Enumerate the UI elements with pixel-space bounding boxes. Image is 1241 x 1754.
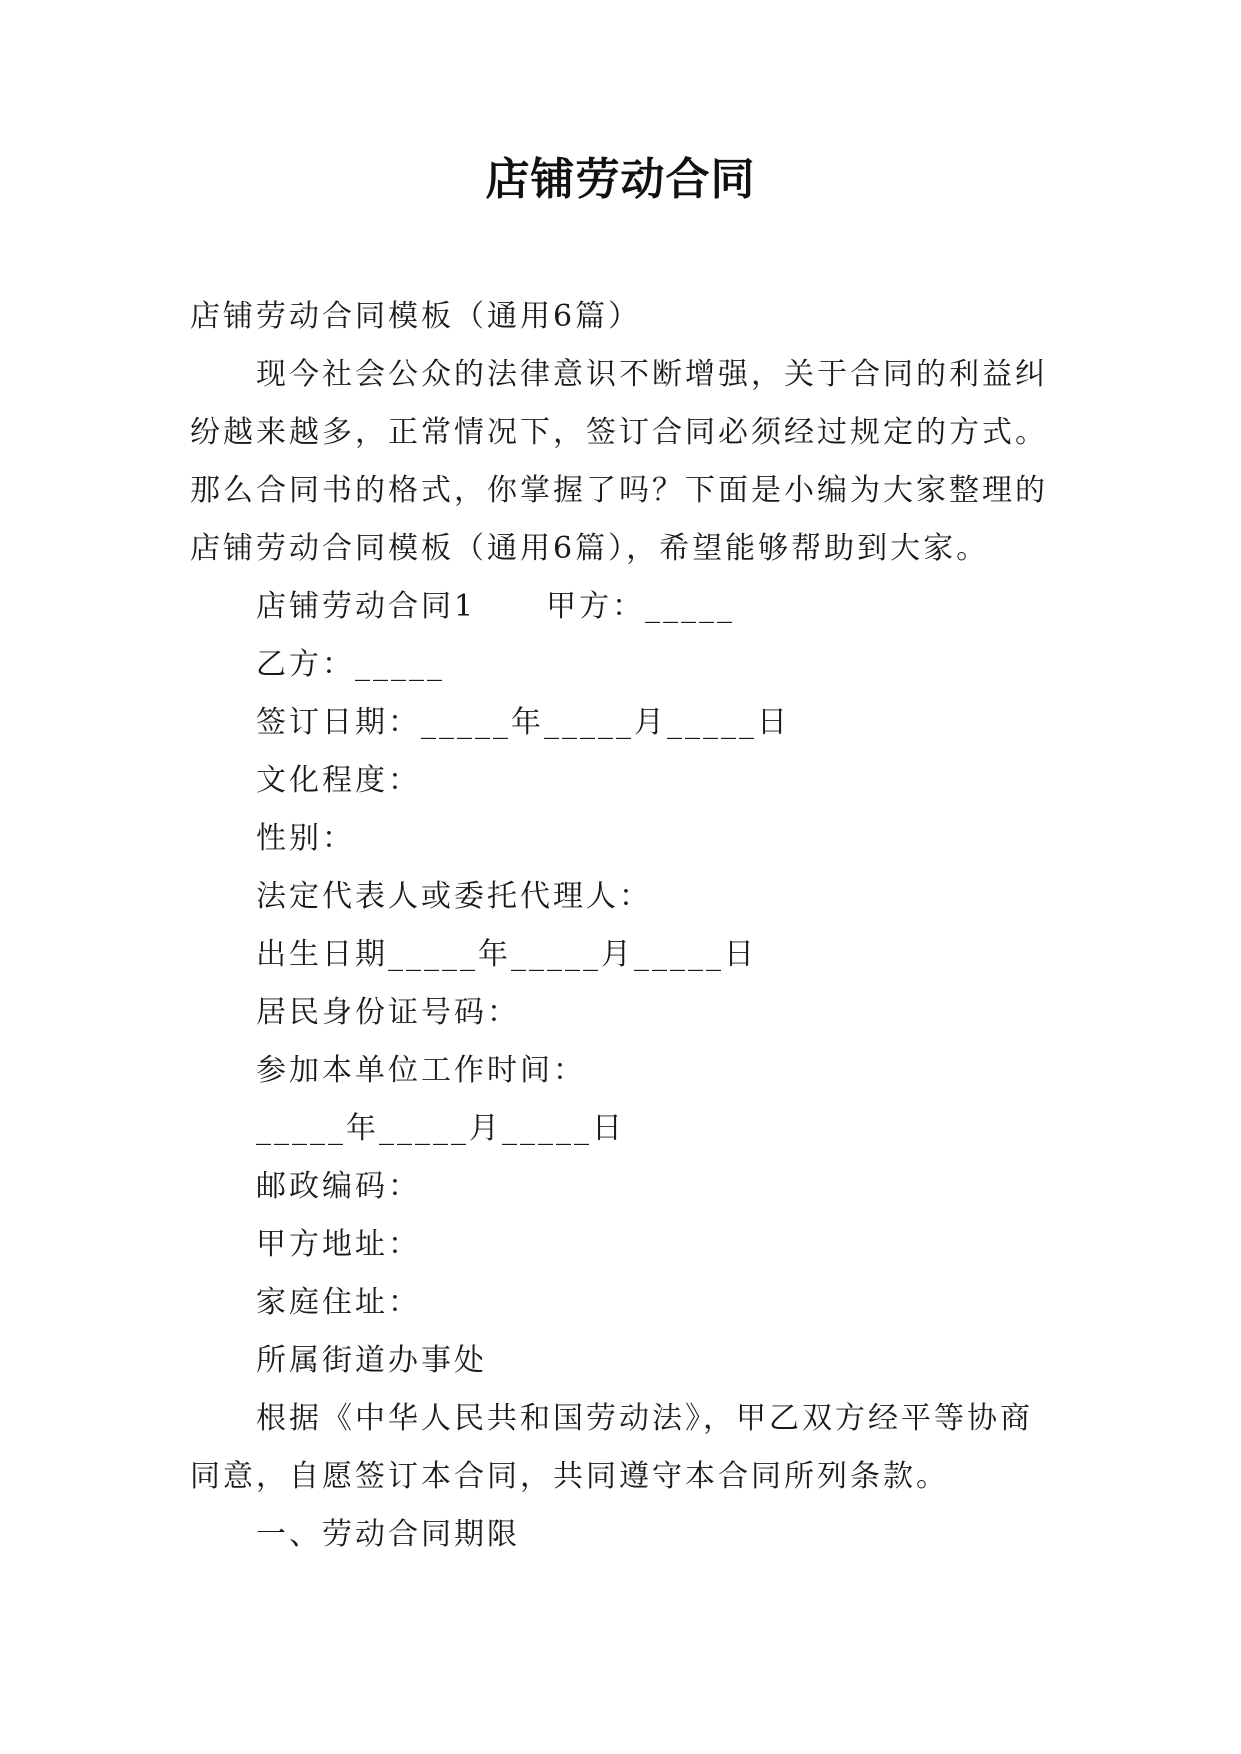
representative-field: 法定代表人或委托代理人： (256, 879, 652, 914)
contract-heading-line (190, 578, 1070, 636)
start-work-date-field: _____年_____月_____日 (256, 1111, 625, 1146)
contract-heading: 店铺劳动合同1 (256, 589, 477, 624)
gender-field: 性别： (256, 821, 355, 856)
id-number-field: 居民身份证号码： (256, 995, 520, 1030)
home-address-field: 家庭住址： (256, 1285, 421, 1320)
start-work-field: 参加本单位工作时间： (256, 1053, 586, 1088)
party-b-field: 乙方：_____ (256, 647, 445, 682)
subdistrict-office-field: 所属街道办事处 (256, 1343, 487, 1378)
postal-code-field: 邮政编码： (256, 1169, 421, 1204)
paragraph-line: 纷越来越多，正常情况下，签订合同必须经过规定的方式。 (190, 415, 1048, 450)
paragraph-line: 同意，自愿签订本合同，共同遵守本合同所列条款。 (190, 1459, 949, 1494)
education-field: 文化程度： (256, 763, 421, 798)
party-a-field: 甲方：_____ (546, 589, 736, 624)
birth-date-field: 出生日期_____年_____月_____日 (256, 937, 757, 972)
paragraph-line: 店铺劳动合同模板（通用6篇），希望能够帮助到大家。 (190, 531, 990, 566)
paragraph-line: 现今社会公众的法律意识不断增强，关于合同的利益纠 (256, 357, 1048, 392)
paragraph-line: 那么合同书的格式，你掌握了吗？下面是小编为大家整理的 (190, 473, 1048, 508)
party-a-address-field: 甲方地址： (256, 1227, 421, 1262)
document-title: 店铺劳动合同 (485, 154, 756, 205)
subtitle-line: 店铺劳动合同模板（通用6篇） (190, 299, 642, 334)
paragraph-line: 根据《中华人民共和国劳动法》，甲乙双方经平等协商 (256, 1401, 1033, 1436)
sign-date-field: 签订日期：_____年_____月_____日 (256, 705, 790, 740)
document-body (190, 288, 1070, 1564)
section-heading: 一、劳动合同期限 (256, 1517, 520, 1552)
